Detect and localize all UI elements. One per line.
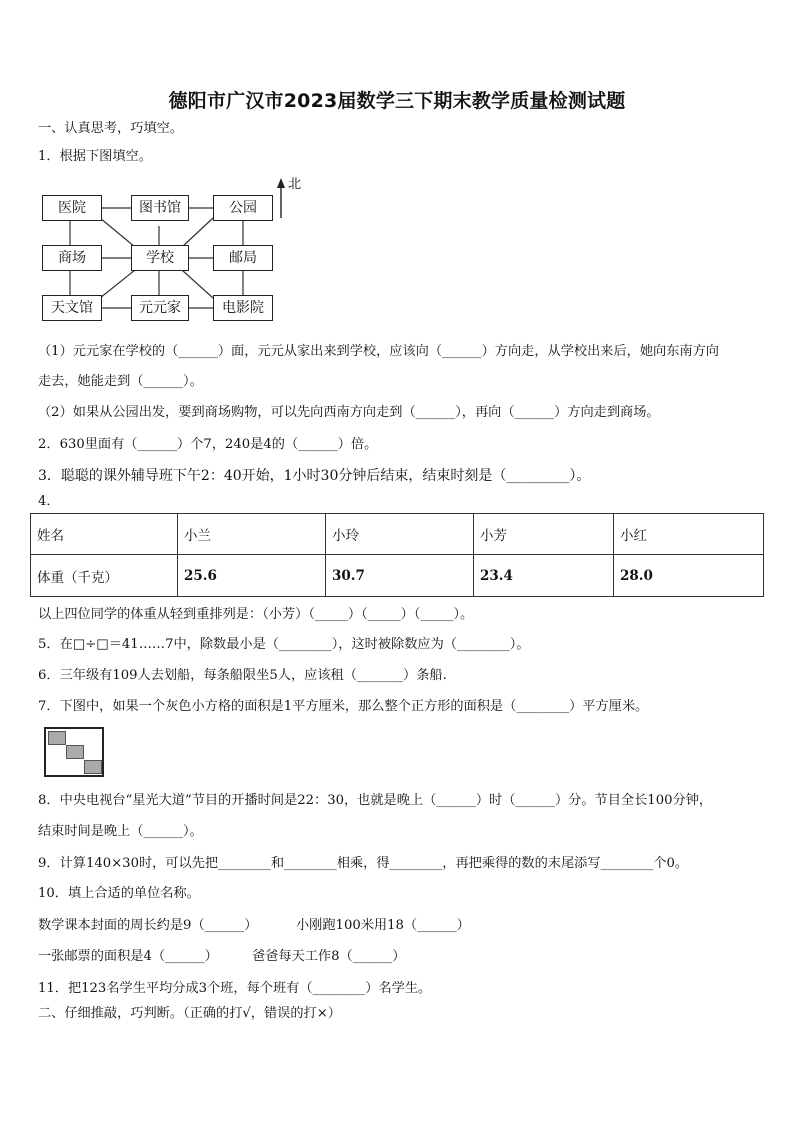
- q10-line1-a: 数学课本封面的周长约是9（______）: [38, 918, 258, 933]
- map-home: 元元家: [131, 295, 189, 321]
- q8-line1: 8．中央电视台“星光大道”节目的开播时间是22：30，也就是晚上（______）时（______）分。节目全长100分钟，: [38, 793, 713, 808]
- q8-line2: 结束时间是晚上（______）。: [38, 824, 203, 839]
- q4-order: 以上四位同学的体重从轻到重排列是：（小芳）（_____）（_____）（_____）。: [38, 607, 474, 622]
- table-header: 小红: [614, 514, 764, 555]
- table-cell-weight: 28.0: [614, 555, 764, 597]
- weight-table: [30, 513, 764, 597]
- map-library: 图书馆: [131, 195, 189, 221]
- map-connector-lines: [0, 0, 794, 340]
- table-header-name: 姓名: [31, 514, 178, 555]
- north-arrow-icon: [277, 178, 285, 218]
- table-header: 小芳: [474, 514, 614, 555]
- table-cell-weight: 30.7: [326, 555, 474, 597]
- section-1-heading: 一、认真思考，巧填空。: [38, 121, 184, 136]
- map-planetarium: 天文馆: [42, 295, 102, 321]
- q1-part1-line1: （1）元元家在学校的（______）面，元元从家出来到学校，应该向（______）方向走，从学校出来后，她向东南方向: [38, 344, 719, 359]
- table-row-label: 体重（千克）: [31, 555, 178, 597]
- q6: 6．三年级有109人去划船，每条船限坐5人，应该租（_______）条船.: [38, 668, 447, 683]
- gray-cell: [66, 745, 84, 759]
- q5: 5．在□÷□＝41……7中，除数最小是（________），这时被除数应为（________）。: [38, 637, 530, 652]
- q2: 2．630里面有（______）个7，240是4的（______）倍。: [38, 437, 378, 452]
- q11: 11．把123名学生平均分成3个班，每个班有（________）名学生。: [38, 981, 432, 996]
- q10-heading: 10．填上合适的单位名称。: [38, 886, 200, 901]
- q7: 7．下图中，如果一个灰色小方格的面积是1平方厘米，那么整个正方形的面积是（________）平方厘米。: [38, 699, 649, 714]
- q1-part1-line2: 走去，她能走到（______）。: [38, 374, 203, 389]
- map-hospital: 医院: [42, 195, 102, 221]
- map-cinema: 电影院: [213, 295, 273, 321]
- q3: 3．聪聪的课外辅导班下午2：40开始，1小时30分钟后结束，结束时刻是（_________）。: [38, 468, 591, 484]
- square-grid-figure: [44, 727, 104, 777]
- section-2-heading: 二、仔细推敲，巧判断。（正确的打√，错误的打×）: [38, 1006, 341, 1021]
- q1-heading: 1．根据下图填空。: [38, 149, 152, 164]
- north-label: 北: [288, 177, 302, 192]
- map-market: 商场: [42, 245, 102, 271]
- table-header: 小玲: [326, 514, 474, 555]
- q9: 9．计算140×30时，可以先把________和________相乘，得________，再把乘得的数的末尾添写________个0。: [38, 856, 689, 871]
- q10-line2-a: 一张邮票的面积是4（______）: [38, 949, 218, 964]
- map-school: 学校: [131, 245, 189, 271]
- q10-line1-b: 小刚跑100米用18（______）: [296, 918, 470, 933]
- map-park: 公园: [213, 195, 273, 221]
- table-cell-weight: 25.6: [178, 555, 326, 597]
- table-header: 小兰: [178, 514, 326, 555]
- gray-cell: [84, 760, 102, 774]
- gray-cell: [48, 731, 66, 745]
- table-cell-weight: 23.4: [474, 555, 614, 597]
- page-title: 德阳市广汉市2023届数学三下期末教学质量检测试题: [168, 90, 626, 112]
- map-post-office: 邮局: [213, 245, 273, 271]
- q10-line2-b: 爸爸每天工作8（______）: [252, 949, 406, 964]
- q4-number: 4．: [38, 494, 60, 509]
- q1-part2: （2）如果从公园出发，要到商场购物，可以先向西南方向走到（______），再向（______）方向走到商场。: [38, 405, 660, 420]
